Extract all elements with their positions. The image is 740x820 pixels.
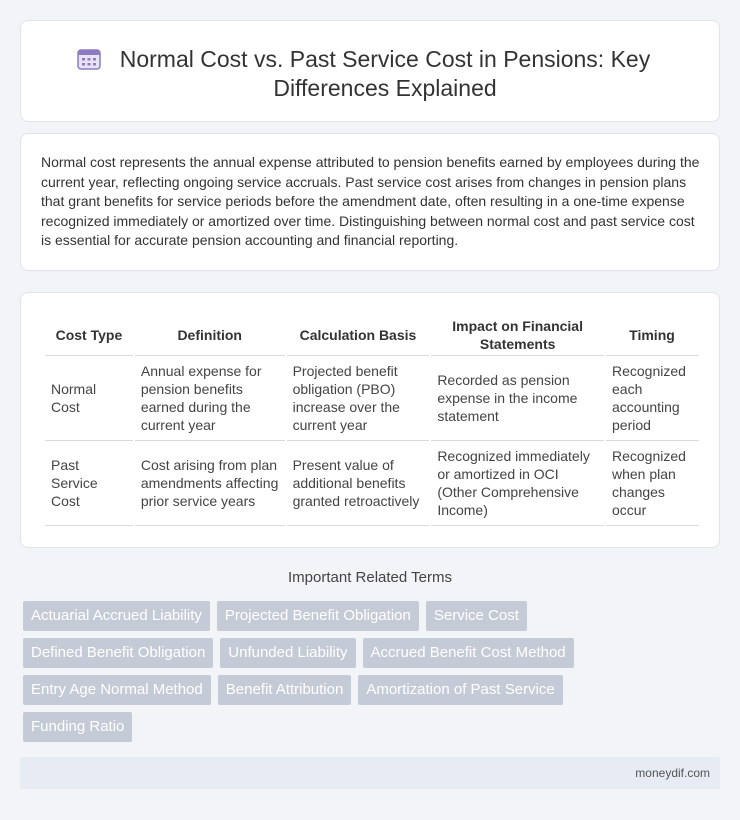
related-term-tag[interactable]: Service Cost [426, 601, 527, 631]
title-card [20, 20, 720, 122]
comparison-table-card [20, 292, 720, 548]
cell-timing: Recognized each accounting period [605, 356, 699, 441]
related-term-tag[interactable]: Unfunded Liability [220, 638, 355, 668]
cell-calculation-basis: Projected benefit obligation (PBO) increase over the current year [286, 356, 431, 441]
related-term-tag[interactable]: Actuarial Accrued Liability [23, 601, 210, 631]
related-term-tag[interactable]: Accrued Benefit Cost Method [363, 638, 574, 668]
related-term-tag[interactable]: Amortization of Past Service [358, 675, 562, 705]
header-cost-type: Cost Type [44, 307, 134, 356]
cell-impact: Recorded as pension expense in the income statement [430, 356, 605, 441]
related-term-tag[interactable]: Entry Age Normal Method [23, 675, 211, 705]
cell-calculation-basis: Present value of additional benefits granted retroactively [286, 441, 431, 526]
cell-cost-type: Normal Cost [44, 356, 134, 441]
cell-impact: Recognized immediately or amortized in OCI (Other Comprehensive Income) [430, 441, 605, 526]
intro-paragraph: Normal cost represents the annual expense attributed to pension benefits earned by employees during the current year, reflecting ongoing service accruals. Past service cost arises from changes in pension plans that grant benefits for service periods before the amendment date, often resulting in a one-time expense recognized immediately or amortized over time. Distinguishing between normal cost and past service cost is essential for accurate pension accounting and financial reporting. [41, 154, 700, 248]
footer-site-link[interactable]: moneydif.com [635, 766, 710, 780]
comparison-table [43, 307, 699, 526]
table-header-row [44, 307, 699, 356]
page-title [21, 45, 719, 103]
cell-definition: Cost arising from plan amendments affecting prior service years [134, 441, 286, 526]
header-calculation-basis: Calculation Basis [286, 307, 431, 356]
page-title-text: Normal Cost vs. Past Service Cost in Pensions: Key Differences Explained [119, 46, 651, 101]
table-row [44, 441, 699, 526]
table-row [44, 356, 699, 441]
related-term-tag[interactable]: Defined Benefit Obligation [23, 638, 213, 668]
cell-cost-type: Past Service Cost [44, 441, 134, 526]
header-impact: Impact on Financial Statements [430, 307, 605, 356]
related-term-tag[interactable]: Funding Ratio [23, 712, 132, 742]
footer [20, 757, 720, 789]
related-term-tag[interactable]: Benefit Attribution [218, 675, 352, 705]
intro-card [20, 133, 720, 271]
related-terms-heading: Important Related Terms [288, 569, 452, 586]
header-timing: Timing [605, 307, 699, 356]
cell-definition: Annual expense for pension benefits earned during the current year [134, 356, 286, 441]
related-terms-list [23, 601, 623, 742]
header-definition: Definition [134, 307, 286, 356]
cell-timing: Recognized when plan changes occur [605, 441, 699, 526]
related-term-tag[interactable]: Projected Benefit Obligation [217, 601, 419, 631]
